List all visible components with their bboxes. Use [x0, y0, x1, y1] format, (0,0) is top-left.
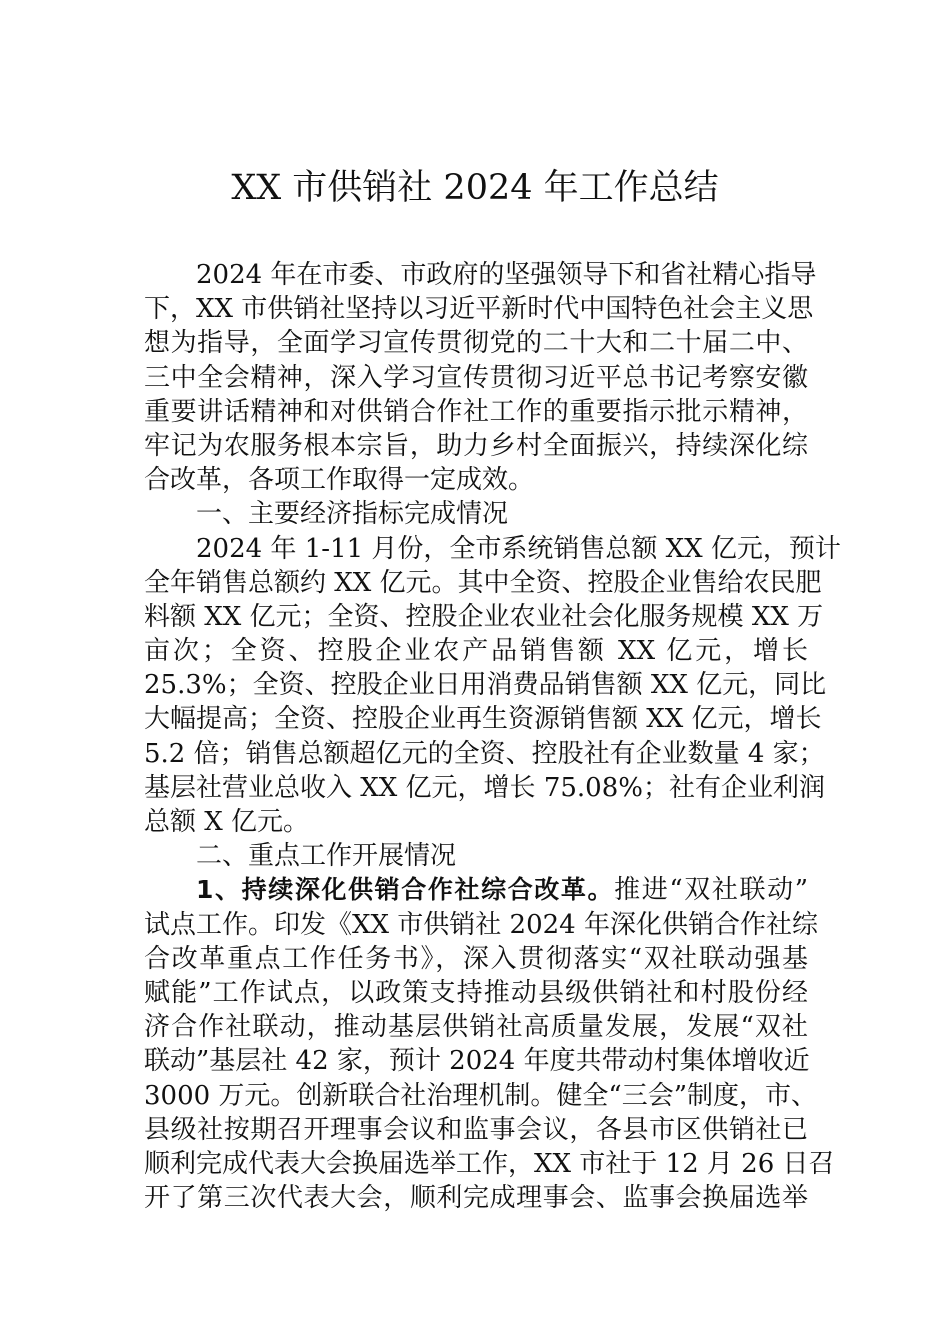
text-line: [144, 1147, 835, 1181]
line-text: 下，XX 市供销社坚持以习近平新时代中国特色社会主义思: [144, 294, 814, 325]
text-line: [144, 532, 841, 566]
document-body: [144, 258, 841, 1215]
line-text: 亩次；全资、控股企业农产品销售额 XX 亿元，增长: [144, 636, 808, 667]
text-line: [144, 395, 808, 429]
text-line: [144, 942, 808, 976]
text-line: [144, 1079, 818, 1113]
line-text: 一、主要经济指标完成情况: [196, 499, 509, 530]
text-line: [144, 292, 814, 326]
line-text: 牢记为农服务根本宗旨，助力乡村全面振兴，持续深化综: [144, 430, 808, 461]
line-text: 合改革重点工作任务书》，深入贯彻落实“双社联动强基: [144, 943, 808, 974]
line-text: 基层社营业总收入 XX 亿元，增长 75.08%；社有企业利润: [144, 772, 825, 803]
line-text: 开了第三次代表大会，顺利完成理事会、监事会换届选举: [144, 1183, 808, 1214]
line-text: 2024 年 1-11 月份，全市系统销售总额 XX 亿元，预计: [196, 533, 841, 564]
text-line: [144, 1044, 808, 1078]
text-line: [144, 1181, 808, 1215]
text-line: [144, 702, 822, 736]
line-text: 大幅提高；全资、控股企业再生资源销售额 XX 亿元，增长: [144, 704, 822, 735]
text-line: [144, 839, 808, 873]
text-line: [144, 566, 822, 600]
text-line: [144, 600, 824, 634]
line-text: 县级社按期召开理事会议和监事会议，各县市区供销社已: [144, 1114, 808, 1145]
line-text: 赋能”工作试点，以政策支持推动县级供销社和村股份经: [144, 977, 808, 1008]
text-line: [144, 361, 808, 395]
line-text: 想为指导，全面学习宣传贯彻党的二十大和二十届二中、: [144, 328, 808, 359]
line-text: 5.2 倍；销售总额超亿元的全资、控股社有企业数量 4 家；: [144, 738, 825, 769]
line-text: 推进“双社联动”: [614, 875, 808, 906]
text-line: [144, 634, 808, 668]
line-text: 济合作社联动，推动基层供销社高质量发展，发展“双社: [144, 1012, 808, 1043]
line-text: 三中全会精神，深入学习宣传贯彻习近平总书记考察安徽: [144, 362, 808, 393]
text-line: [144, 258, 817, 292]
line-text: 总额 X 亿元。: [144, 807, 310, 837]
line-text: 25.3%；全资、控股企业日用消费品销售额 XX 亿元，同比: [144, 670, 827, 701]
line-text: 料额 XX 亿元；全资、控股企业农业社会化服务规模 XX 万: [144, 601, 824, 632]
line-text: 合改革，各项工作取得一定成效。: [144, 465, 535, 496]
line-text: 试点工作。印发《XX 市供销社 2024 年深化供销合作社综: [144, 909, 818, 940]
line-text: 二、重点工作开展情况: [196, 841, 457, 872]
text-line: [144, 668, 827, 702]
line-text: 全年销售总额约 XX 亿元。其中全资、控股企业售给农民肥: [144, 567, 822, 598]
text-line: [144, 429, 808, 463]
text-line: [144, 771, 825, 805]
text-line: [144, 497, 808, 531]
text-line: [144, 908, 818, 942]
text-line: [144, 976, 808, 1010]
line-text: 3000 万元。创新联合社治理机制。健全“三会”制度，市、: [144, 1080, 818, 1111]
document-title: XX 市供销社 2024 年工作总结: [231, 168, 719, 208]
text-line: [144, 1113, 808, 1147]
line-text: 顺利完成代表大会换届选举工作，XX 市社于 12 月 26 日召: [144, 1148, 835, 1179]
bold-heading: 1、持续深化供销合作社综合改革。: [196, 875, 615, 905]
text-line: [144, 873, 808, 907]
line-text: 重要讲话精神和对供销合作社工作的重要指示批示精神，: [144, 396, 808, 427]
text-line: [144, 463, 808, 497]
line-text: 联动”基层社 42 家，预计 2024 年度共带动村集体增收近: [144, 1046, 810, 1077]
text-line: [144, 326, 808, 360]
line-text: 2024 年在市委、市政府的坚强领导下和省社精心指导: [196, 260, 817, 290]
text-line: [144, 1010, 808, 1044]
text-line: [144, 805, 808, 839]
text-line: [144, 737, 825, 771]
